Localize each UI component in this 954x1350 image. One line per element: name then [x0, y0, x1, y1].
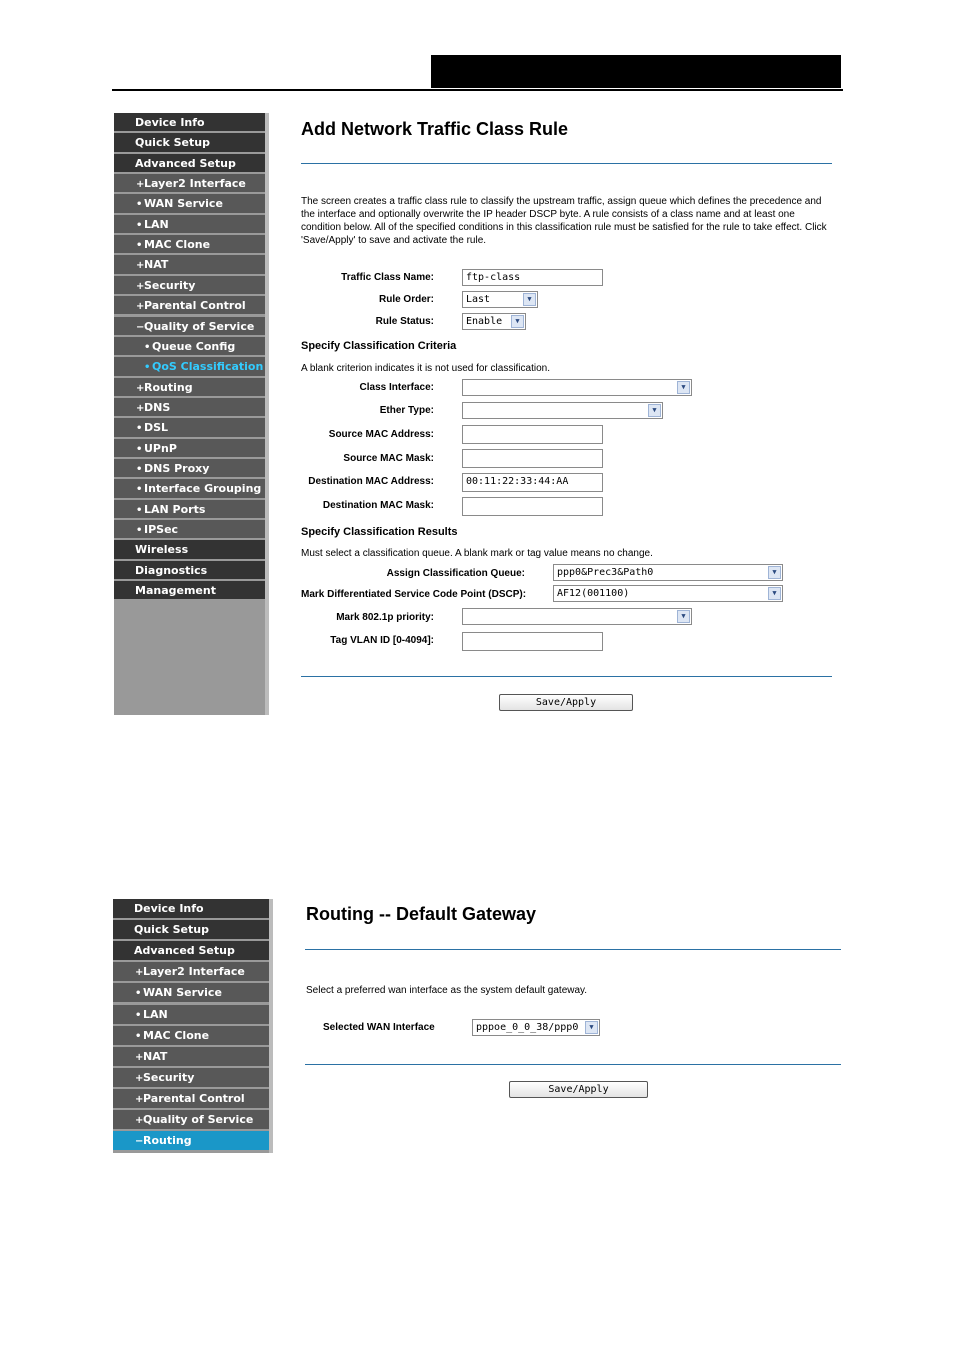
bullet-icon: •: [144, 341, 151, 353]
expand-icon: +: [136, 402, 145, 414]
main-panel: [273, 899, 841, 1153]
rule-order-value: Last: [466, 294, 491, 305]
sidebar-item-label: NAT: [144, 258, 169, 272]
destination-mac-mask-label: Destination MAC Mask:: [322, 500, 434, 511]
criteria-heading: Specify Classification Criteria: [301, 340, 457, 352]
sidebar-item-security[interactable]: [113, 1068, 269, 1088]
chevron-down-icon: ▼: [511, 315, 524, 328]
rule-status-value: Enable: [466, 316, 503, 327]
selected-wan-value: pppoe_0_0_38/ppp0: [476, 1022, 579, 1033]
sidebar-item-label: DNS Proxy: [144, 461, 210, 475]
bullet-icon: •: [136, 219, 143, 231]
sidebar-item-security[interactable]: [114, 276, 265, 295]
sidebar-item-label: Wireless: [135, 543, 189, 557]
sidebar-item-label: Layer2 Interface: [143, 965, 245, 979]
sidebar-nav: [113, 899, 273, 1153]
chevron-down-icon: ▼: [648, 404, 661, 417]
assign-queue-select[interactable]: [553, 564, 783, 581]
destination-mac-label: Destination MAC Address:: [308, 476, 434, 487]
sidebar-item-label: LAN Ports: [144, 502, 206, 516]
expand-icon: +: [135, 1093, 144, 1105]
sidebar-item-label: Parental Control: [143, 1091, 245, 1105]
sidebar-item-label: Device Info: [135, 116, 205, 129]
sidebar-item-label: Advanced Setup: [134, 944, 235, 958]
sidebar-item-quality-of-service[interactable]: [113, 1110, 269, 1130]
sidebar-item-label: Diagnostics: [135, 563, 208, 577]
bottom-divider: [305, 1064, 841, 1065]
sidebar-item-interface-grouping[interactable]: [114, 479, 265, 498]
sidebar-item-label: Routing: [143, 1134, 192, 1148]
sidebar-item-label: Queue Config: [152, 339, 236, 353]
sidebar-item-label: MAC Clone: [143, 1028, 210, 1042]
sidebar-item-advanced-setup[interactable]: [114, 154, 265, 173]
sidebar-item-ipsec[interactable]: [114, 520, 265, 539]
page-title: Routing -- Default Gateway: [306, 904, 537, 924]
sidebar-item-wireless[interactable]: [114, 540, 265, 559]
sidebar-item-label: Security: [143, 1070, 195, 1084]
sidebar-item-layer2-interface[interactable]: [113, 962, 269, 982]
sidebar-item-dns-proxy[interactable]: [114, 459, 265, 478]
qos-classification-screen: [114, 113, 841, 715]
sidebar-item-label: MAC Clone: [144, 238, 211, 252]
collapse-icon: −: [135, 1136, 144, 1148]
save-apply-button[interactable]: Save/Apply: [509, 1081, 648, 1098]
selected-wan-select[interactable]: [472, 1019, 600, 1036]
expand-icon: +: [135, 1072, 144, 1084]
sidebar-item-label: IPSec: [144, 523, 179, 536]
criteria-note: A blank criterion indicates it is not used for classification.: [301, 363, 551, 374]
sidebar-item-dsl[interactable]: [114, 418, 265, 437]
sidebar-item-quick-setup[interactable]: [114, 133, 265, 152]
expand-icon: +: [136, 179, 145, 191]
chevron-down-icon: ▼: [585, 1021, 598, 1034]
sidebar-item-label: DNS: [144, 400, 171, 414]
sidebar-item-diagnostics[interactable]: [114, 561, 265, 580]
chevron-down-icon: ▼: [677, 610, 690, 623]
source-mac-mask-label: Source MAC Mask:: [343, 453, 434, 464]
expand-icon: +: [136, 301, 145, 313]
sidebar-item-nat[interactable]: [113, 1047, 269, 1067]
save-apply-button[interactable]: Save/Apply: [499, 694, 633, 711]
document-header-rule: [112, 89, 843, 91]
source-mac-input[interactable]: [462, 425, 603, 444]
expand-icon: +: [136, 260, 145, 272]
sidebar-item-label: Quick Setup: [135, 136, 210, 150]
traffic-class-name-input[interactable]: ftp-class: [462, 269, 603, 286]
ether-type-select[interactable]: [462, 402, 663, 419]
sidebar-item-label: Device Info: [134, 902, 204, 915]
title-divider: [305, 949, 841, 950]
ether-type-label: Ether Type:: [379, 405, 434, 416]
bullet-icon: •: [136, 240, 143, 252]
sidebar-item-mac-clone[interactable]: [113, 1026, 269, 1046]
bullet-icon: •: [135, 988, 142, 1000]
sidebar-item-lan-ports[interactable]: [114, 500, 265, 519]
sidebar-item-label: Parental Control: [144, 299, 246, 313]
sidebar-item-advanced-setup[interactable]: [113, 941, 269, 961]
sidebar-item-label: NAT: [143, 1049, 168, 1063]
sidebar-item-label: WAN Service: [143, 986, 222, 1000]
sidebar-item-mac-clone[interactable]: [114, 235, 265, 254]
sidebar-item-label: Quality of Service: [144, 319, 255, 333]
routing-default-gateway-screen: [113, 899, 841, 1153]
bullet-icon: •: [136, 484, 143, 496]
expand-icon: +: [135, 967, 144, 979]
source-mac-label: Source MAC Address:: [328, 429, 434, 440]
dscp-select[interactable]: [553, 585, 783, 602]
class-interface-select[interactable]: [462, 379, 692, 396]
bullet-icon: •: [135, 1030, 142, 1042]
expand-icon: +: [135, 1051, 144, 1063]
traffic-class-name-label: Traffic Class Name:: [341, 272, 434, 283]
sidebar-nav: [114, 113, 269, 715]
sidebar-item-label: Advanced Setup: [135, 156, 236, 170]
sidebar-item-label: WAN Service: [144, 197, 223, 211]
sidebar-item-quality-of-service[interactable]: [114, 317, 265, 336]
8021p-priority-select[interactable]: [462, 608, 692, 625]
sidebar-item-parental-control[interactable]: [114, 296, 265, 315]
8021p-priority-label: Mark 802.1p priority:: [336, 612, 434, 623]
expand-icon: +: [135, 1115, 144, 1126]
bullet-icon: •: [136, 463, 143, 475]
selected-wan-label: Selected WAN Interface: [323, 1022, 435, 1033]
bottom-divider: [301, 676, 832, 677]
destination-mac-input[interactable]: 00:11:22:33:44:AA: [462, 473, 603, 492]
chevron-down-icon: ▼: [768, 587, 781, 600]
bullet-icon: •: [136, 423, 143, 435]
sidebar-item-label: Quality of Service: [143, 1113, 254, 1126]
sidebar-item-upnp[interactable]: [114, 439, 265, 458]
sidebar-item-label: Security: [144, 278, 196, 292]
collapse-icon: −: [136, 321, 145, 333]
chevron-down-icon: ▼: [677, 381, 690, 394]
rule-order-select[interactable]: [462, 291, 538, 308]
sidebar-item-label: Management: [135, 584, 216, 598]
source-mac-mask-input[interactable]: [462, 449, 603, 468]
page-title: Add Network Traffic Class Rule: [301, 119, 569, 139]
document-header-bar: [431, 55, 841, 88]
bullet-icon: •: [136, 443, 143, 455]
sidebar-item-queue-config[interactable]: [114, 337, 265, 356]
sidebar-item-wan-service[interactable]: [113, 983, 269, 1003]
chevron-down-icon: ▼: [768, 566, 781, 579]
sidebar-item-wan-service[interactable]: [114, 194, 265, 213]
dscp-label: Mark Differentiated Service Code Point (DSCP):: [301, 589, 527, 600]
rule-status-label: Rule Status:: [375, 316, 434, 327]
class-interface-label: Class Interface:: [359, 382, 434, 393]
bullet-icon: •: [135, 1009, 142, 1021]
sidebar-item-quick-setup[interactable]: [113, 920, 269, 940]
destination-mac-mask-input[interactable]: [462, 497, 603, 516]
sidebar-item-parental-control[interactable]: [113, 1089, 269, 1109]
sidebar-item-dns[interactable]: [114, 398, 265, 417]
bullet-icon: •: [136, 525, 143, 536]
sidebar-item-device-info[interactable]: [114, 113, 265, 132]
page-description: The screen creates a traffic class rule to classify the upstream traffic, assign queue which defines the precedence and the interface and optionally overwrite the IP header DSCP byte. A rule consists of a class name and at least one condition below. All of the specified conditions in this classification rule must be satisfied for the rule to take effect. Click 'Save/Apply' to save and activate the rule.: [301, 196, 827, 246]
assign-queue-value: ppp0&Prec3&Path0: [557, 567, 654, 578]
sidebar-item-label: LAN: [143, 1007, 168, 1021]
sidebar-item-label: Routing: [144, 380, 193, 394]
sidebar-item-routing[interactable]: [114, 378, 265, 397]
sidebar-item-device-info[interactable]: [113, 899, 269, 919]
expand-icon: +: [136, 280, 145, 292]
dscp-value: AF12(001100): [557, 588, 630, 599]
sidebar-item-label: Layer2 Interface: [144, 177, 246, 191]
sidebar-item-label: QoS Classification: [152, 360, 264, 374]
assign-queue-label: Assign Classification Queue:: [386, 568, 525, 579]
bullet-icon: •: [136, 504, 143, 516]
sidebar-item-layer2-interface[interactable]: [114, 174, 265, 193]
sidebar-item-qos-classification[interactable]: [114, 357, 265, 376]
sidebar-item-label: Quick Setup: [134, 923, 209, 937]
bullet-icon: •: [136, 199, 143, 211]
results-heading: Specify Classification Results: [301, 526, 458, 538]
expand-icon: +: [136, 382, 145, 394]
sidebar-item-routing[interactable]: [113, 1131, 269, 1151]
bullet-icon: •: [144, 362, 151, 374]
rule-status-select[interactable]: [462, 313, 526, 330]
title-divider: [301, 163, 832, 164]
sidebar-item-lan[interactable]: [113, 1005, 269, 1025]
vlan-id-label: Tag VLAN ID [0-4094]:: [330, 635, 434, 646]
sidebar-item-lan[interactable]: [114, 215, 265, 234]
vlan-id-input[interactable]: [462, 632, 603, 651]
sidebar-item-management[interactable]: [114, 581, 265, 600]
sidebar-item-label: Interface Grouping: [144, 482, 262, 496]
page-description: Select a preferred wan interface as the system default gateway.: [306, 985, 588, 996]
main-panel: [269, 113, 841, 715]
sidebar-item-label: DSL: [144, 421, 169, 435]
chevron-down-icon: ▼: [523, 293, 536, 306]
rule-order-label: Rule Order:: [378, 294, 434, 305]
sidebar-item-label: LAN: [144, 217, 169, 231]
results-note: Must select a classification queue. A blank mark or tag value means no change.: [301, 548, 653, 559]
sidebar-item-nat[interactable]: [114, 255, 265, 274]
sidebar-item-label: UPnP: [144, 441, 177, 455]
